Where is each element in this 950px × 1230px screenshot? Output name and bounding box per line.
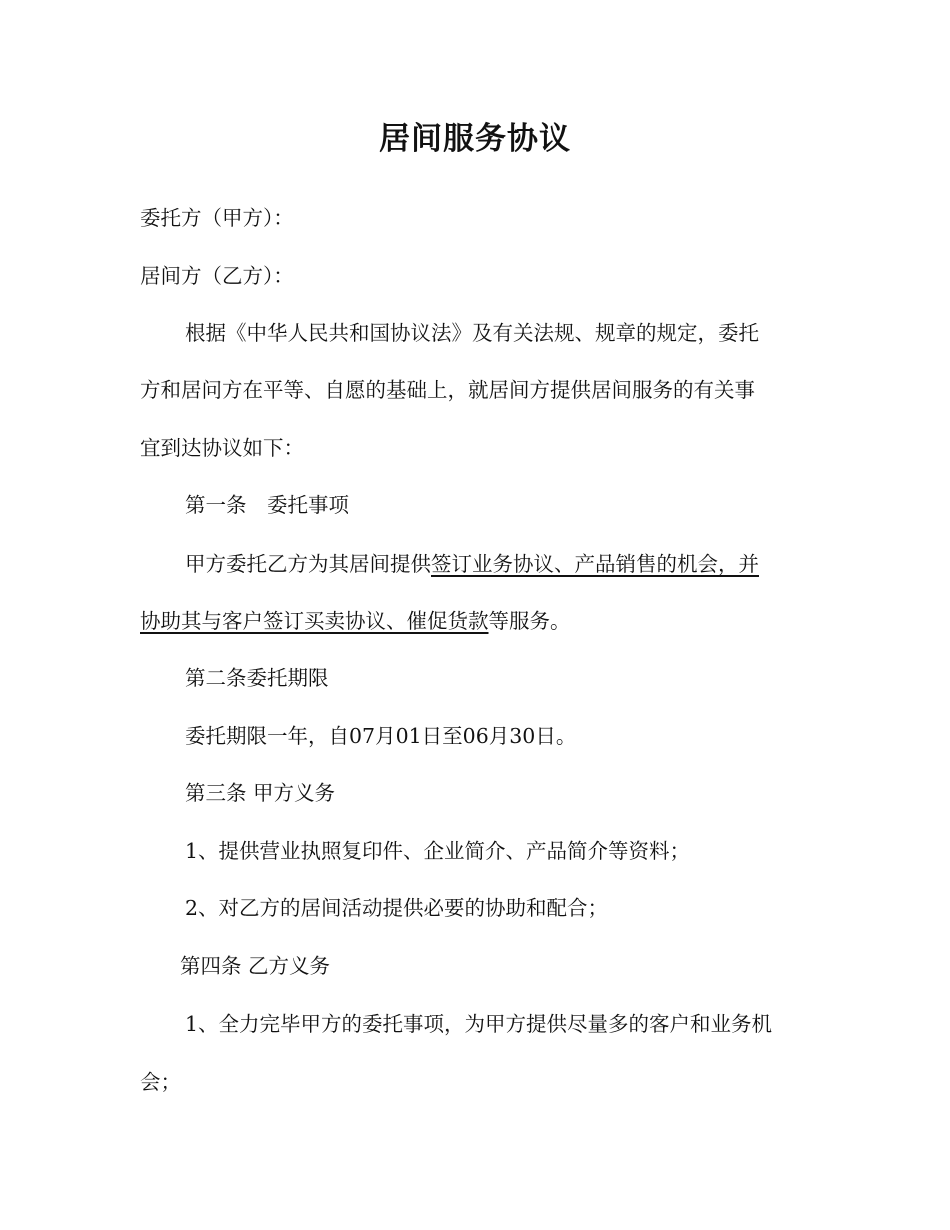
article-1-underlined-text-2: 协助其与客户签订买卖协议、催促货款 bbox=[140, 609, 489, 633]
article-1-underlined-text-1: 签订业务协议、产品销售的机会，并 bbox=[431, 552, 759, 576]
article-1-text-suffix: 等服务。 bbox=[488, 609, 571, 633]
preamble-line-1: 根据《中华人民共和国协议法》及有关法规、规章的规定，委托 bbox=[185, 321, 759, 345]
party-b-line: 居间方（乙方）： bbox=[140, 264, 294, 288]
article-2-text: 委托期限一年，自07月01日至06月30日。 bbox=[185, 724, 577, 748]
article-2-heading: 第二条委托期限 bbox=[185, 666, 329, 690]
article-1-heading: 第一条 委托事项 bbox=[185, 493, 349, 517]
article-1-line-1 bbox=[185, 550, 759, 578]
preamble-line-3: 宜到达协议如下： bbox=[140, 436, 304, 460]
article-1-line-2 bbox=[140, 607, 571, 635]
article-4-item-1-line-1: 1、全力完毕甲方的委托事项，为甲方提供尽量多的客户和业务机 bbox=[185, 1012, 773, 1036]
article-3-heading: 第三条 甲方义务 bbox=[185, 781, 336, 805]
document-title: 居间服务协议 bbox=[379, 121, 571, 157]
article-1-text-prefix: 甲方委托乙方为其居间提供 bbox=[185, 552, 431, 576]
article-4-heading: 第四条 乙方义务 bbox=[180, 954, 331, 978]
party-a-line: 委托方（甲方）： bbox=[140, 206, 294, 230]
article-3-item-1: 1、提供营业执照复印件、企业简介、产品简介等资料； bbox=[185, 839, 691, 863]
article-4-item-1-line-2: 会； bbox=[140, 1070, 181, 1094]
article-3-item-2: 2、对乙方的居间活动提供必要的协助和配合； bbox=[185, 896, 609, 920]
preamble-line-2: 方和居问方在平等、自愿的基础上，就居间方提供居间服务的有关事 bbox=[140, 378, 755, 402]
